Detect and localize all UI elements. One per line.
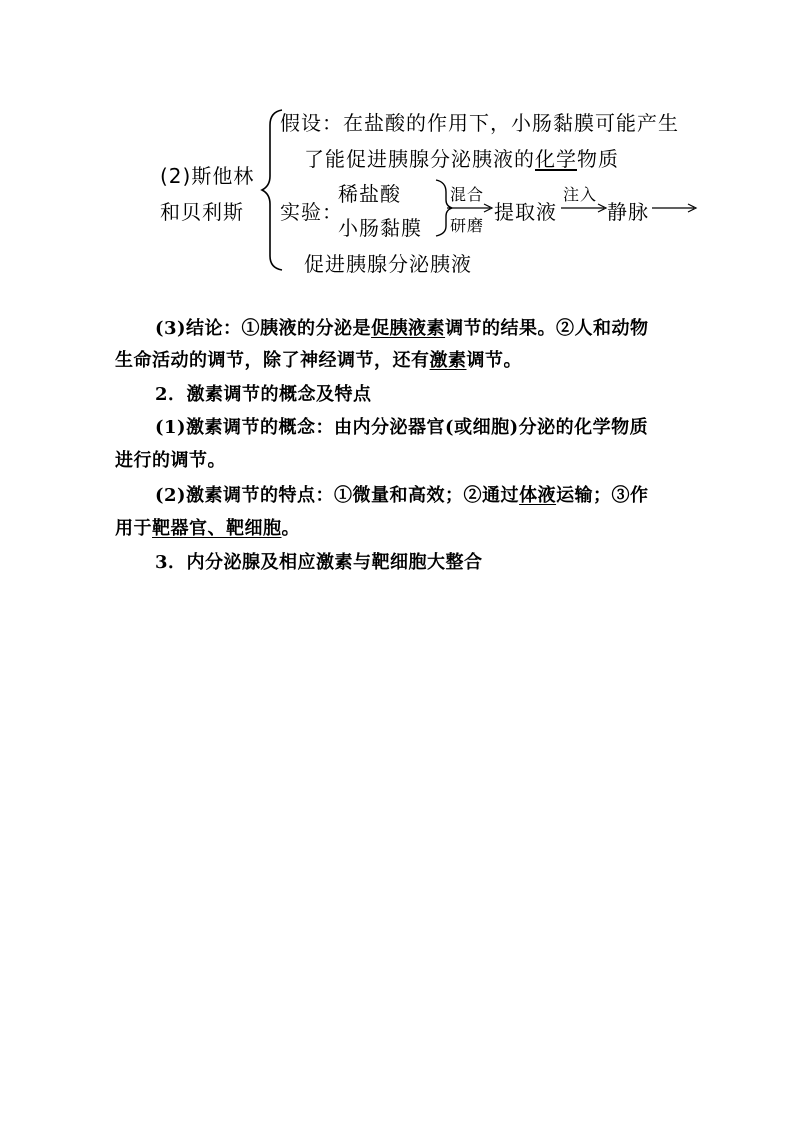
features-term-2: 靶器官、靶细胞: [152, 518, 282, 539]
arrow-1-bottom-label: 研磨: [450, 216, 485, 235]
hypothesis-line-1: 假设：在盐酸的作用下，小肠黏膜可能产生: [280, 111, 679, 135]
experiment-label: 实验：: [280, 200, 343, 224]
result-line: 促进胰腺分泌胰液: [304, 252, 472, 276]
material-1: 稀盐酸: [338, 182, 401, 206]
conclusion-line-1: (3)结论：①胰液的分泌是促胰液素调节的结果。②人和动物: [155, 318, 649, 339]
subject-line-1: (2)斯他林: [160, 164, 255, 188]
section-2-heading: 2．激素调节的概念及特点: [155, 384, 372, 405]
section-3-heading: 3．内分泌腺及相应激素与靶细胞大整合: [155, 552, 483, 573]
concept-line-2: 进行的调节。: [115, 450, 226, 471]
conclusion-line-2: 生命活动的调节，除了神经调节，还有激素调节。: [115, 350, 522, 371]
features-line-2: 用于靶器官、靶细胞。: [115, 518, 300, 539]
conclusion-term-2: 激素: [429, 350, 467, 371]
arrow-1-top-label: 混合: [450, 185, 485, 204]
features-line-1: (2)激素调节的特点：①微量和高效；②通过体液运输；③作: [155, 485, 649, 506]
extract-label: 提取液: [494, 200, 557, 224]
vein-label: 静脉: [607, 200, 649, 224]
hypothesis-underlined-term: 化学: [535, 147, 577, 171]
conclusion-term-1: 促胰液素: [371, 318, 446, 339]
big-brace: [262, 110, 282, 270]
concept-line-1: (1)激素调节的概念：由内分泌器官(或细胞)分泌的化学物质: [155, 417, 649, 438]
material-2: 小肠黏膜: [338, 216, 422, 240]
hypothesis-line-2: 了能促进胰腺分泌胰液的化学物质: [304, 147, 619, 171]
arrow-2-top-label: 注入: [563, 185, 598, 204]
features-term-1: 体液: [519, 485, 557, 506]
subject-line-2: 和贝利斯: [160, 200, 244, 224]
